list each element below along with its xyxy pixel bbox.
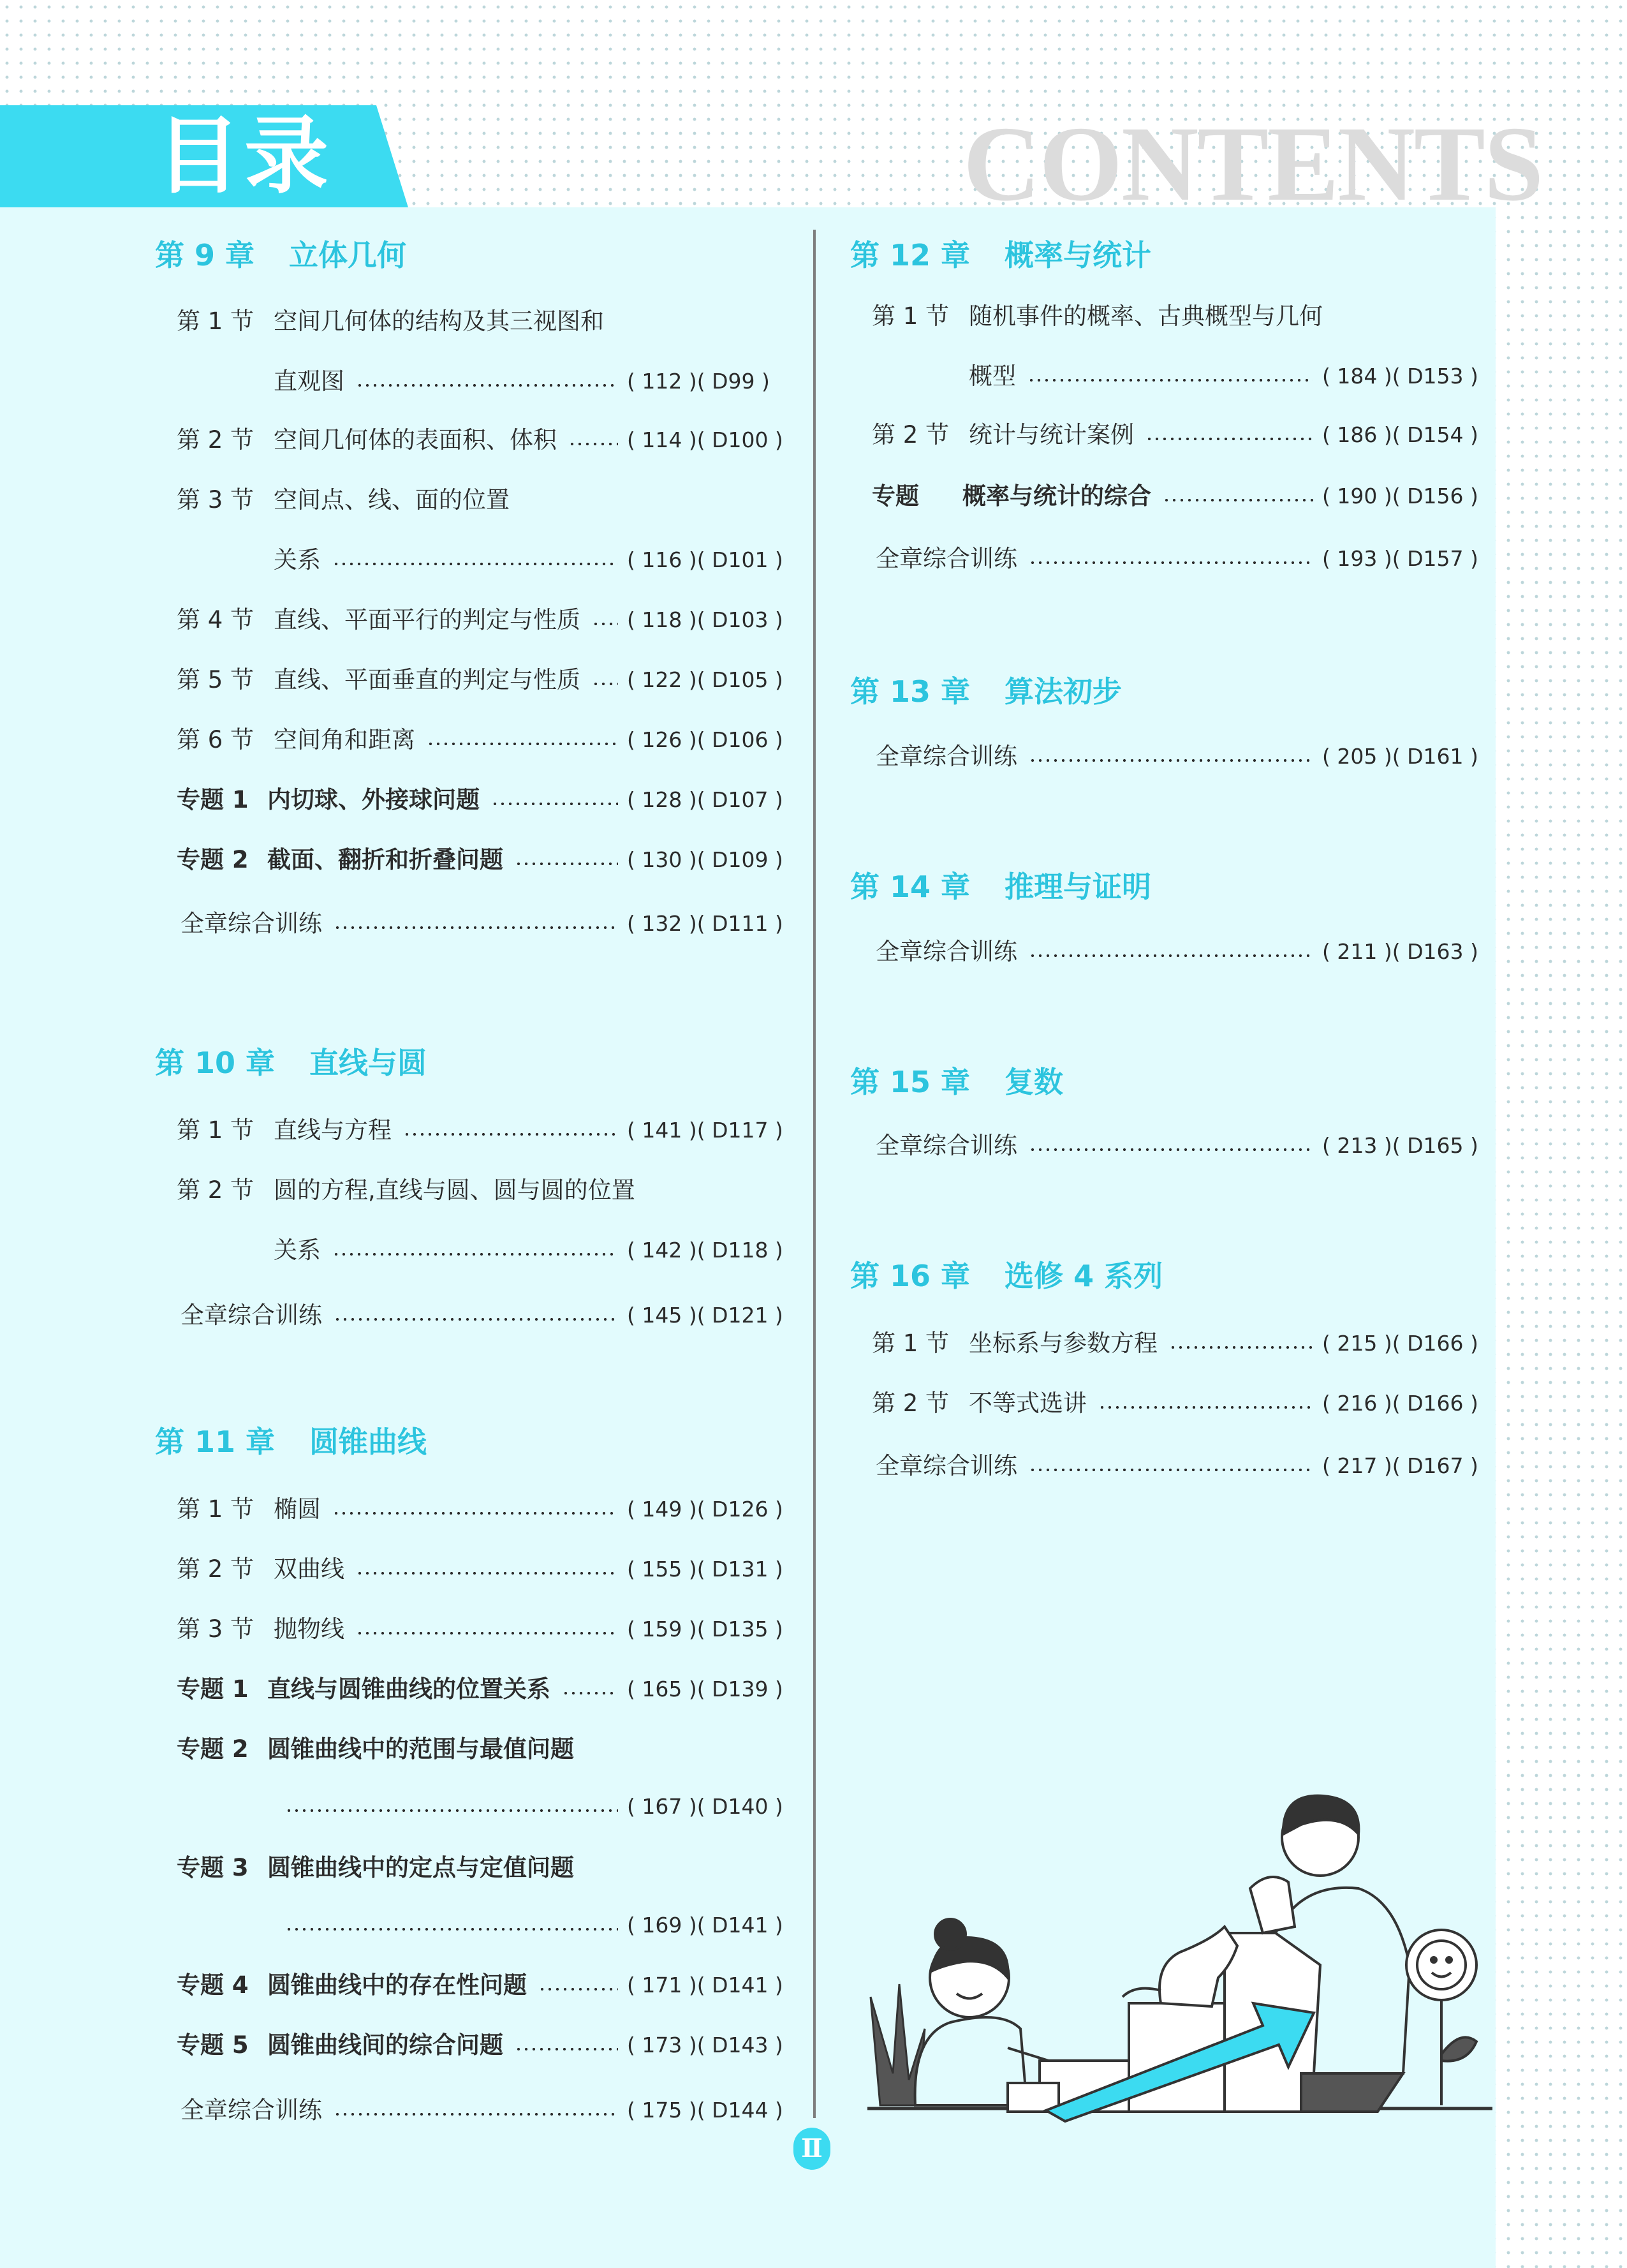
toc-entry[interactable] [876, 1449, 1478, 1483]
chapter-number: 第 14 章 [850, 870, 971, 904]
entry-title: 全章综合训练 [876, 938, 1017, 965]
entry-title: 概率与统计的综合 [962, 482, 1151, 510]
entry-title: 空间角和距离 [274, 726, 415, 753]
toc-entry[interactable] [177, 484, 774, 517]
toc-entry[interactable] [177, 783, 783, 817]
dot-leader [427, 742, 618, 746]
toc-entry[interactable] [872, 300, 1469, 333]
dot-leader [1027, 378, 1313, 382]
toc-entry[interactable] [177, 2029, 783, 2062]
chapter-number: 第 10 章 [155, 1046, 276, 1080]
page-reference: ( 132 )( D111 ) [627, 911, 783, 936]
dot-leader [1029, 1148, 1313, 1152]
page-reference: ( 165 )( D139 ) [627, 1677, 783, 1701]
section-label: 第 5 节 [177, 666, 254, 693]
page-reference: ( 159 )( D135 ) [627, 1617, 783, 1642]
chapter-number: 第 12 章 [850, 238, 971, 272]
entry-title: 关系 [274, 546, 321, 574]
page-reference: ( 173 )( D143 ) [627, 2033, 783, 2057]
toc-entry[interactable] [177, 604, 783, 637]
page-reference: ( 116 )( D101 ) [627, 547, 783, 572]
toc-entry[interactable] [177, 1673, 783, 1706]
dot-leader [334, 2112, 618, 2116]
entry-title: 随机事件的概率、古典概型与几何 [969, 302, 1323, 330]
dot-leader [1098, 1405, 1313, 1409]
page-reference: ( 167 )( D140 ) [627, 1794, 783, 1819]
dot-leader [592, 682, 618, 686]
page-reference: ( 216 )( D166 ) [1322, 1391, 1478, 1416]
entry-title: 统计与统计案例 [969, 421, 1134, 448]
section-label: 专题 5 [177, 2031, 249, 2059]
page-reference: ( 122 )( D105 ) [627, 667, 783, 692]
section-label: 第 3 节 [177, 1615, 254, 1643]
entry-title: 空间点、线、面的位置 [274, 486, 510, 514]
page-reference: ( 217 )( D167 ) [1322, 1453, 1478, 1478]
toc-entry[interactable] [177, 843, 783, 877]
chapter-heading[interactable] [850, 868, 1151, 906]
section-label: 专题 2 [177, 1735, 249, 1763]
toc-entry[interactable] [177, 365, 774, 398]
entry-title: 椭圆 [274, 1495, 321, 1523]
entry-title: 内切球、外接球问题 [267, 786, 480, 813]
entry-title: 抛物线 [274, 1615, 344, 1643]
chapter-heading[interactable] [155, 236, 406, 274]
section-label: 第 1 节 [177, 308, 254, 335]
toc-entry[interactable] [180, 1299, 783, 1332]
entry-title: 直线、平面垂直的判定与性质 [274, 666, 580, 693]
page-title: 目录 [156, 107, 332, 205]
entry-title: 空间几何体的表面积、体积 [274, 426, 557, 454]
toc-entry[interactable] [177, 1553, 783, 1586]
chapter-heading[interactable] [155, 1044, 427, 1082]
toc-entry[interactable] [177, 544, 783, 577]
entry-title: 概型 [969, 362, 1016, 390]
toc-entry[interactable] [177, 1114, 783, 1147]
entry-title: 关系 [274, 1236, 321, 1264]
chapter-title: 圆锥曲线 [309, 1425, 427, 1459]
toc-entry[interactable] [872, 1327, 1478, 1360]
section-label: 第 2 节 [872, 421, 950, 448]
entry-title: 全章综合训练 [180, 2096, 322, 2124]
page-reference: ( 142 )( D118 ) [627, 1238, 783, 1263]
toc-entry[interactable] [177, 1234, 783, 1267]
page-reference: ( 118 )( D103 ) [627, 607, 783, 632]
entry-title: 全章综合训练 [876, 1452, 1017, 1479]
chapter-heading[interactable] [850, 236, 1151, 274]
toc-entry[interactable] [872, 360, 1478, 393]
dot-leader [491, 802, 618, 806]
page-reference: ( 215 )( D166 ) [1322, 1331, 1478, 1356]
chapter-number: 第 13 章 [850, 674, 971, 709]
section-label: 第 2 节 [177, 1176, 254, 1204]
section-label: 第 6 节 [177, 726, 254, 753]
entry-title: 圆锥曲线中的范围与最值问题 [267, 1735, 574, 1763]
section-label: 第 1 节 [872, 302, 950, 330]
toc-entry[interactable] [180, 2094, 783, 2127]
study-illustration [855, 1774, 1499, 2131]
toc-entry[interactable] [177, 1174, 774, 1207]
page-reference: ( 171 )( D141 ) [627, 1973, 783, 1997]
dot-leader [1029, 561, 1313, 565]
section-label: 第 3 节 [177, 486, 254, 514]
chapter-title: 概率与统计 [1005, 238, 1152, 272]
entry-title: 圆锥曲线中的存在性问题 [267, 1971, 527, 1999]
page-reference: ( 190 )( D156 ) [1322, 484, 1478, 508]
dot-leader [356, 1571, 618, 1575]
flower-icon [1406, 1930, 1476, 2105]
toc-entry[interactable] [876, 935, 1478, 968]
chapter-number: 第 15 章 [850, 1065, 971, 1099]
toc-entry[interactable] [876, 542, 1478, 575]
chapter-title: 推理与证明 [1005, 870, 1152, 904]
chapter-title: 立体几何 [289, 238, 407, 272]
dot-leader [592, 622, 618, 626]
dot-leader [332, 1252, 618, 1256]
page-reference: ( 186 )( D154 ) [1322, 422, 1478, 447]
entry-title: 全章综合训练 [876, 545, 1017, 572]
page-reference: ( 175 )( D144 ) [627, 2098, 783, 2123]
page-reference: ( 184 )( D153 ) [1322, 364, 1478, 389]
entry-title: 不等式选讲 [969, 1390, 1087, 1417]
page-reference: ( 112 )( D99 ) [627, 369, 770, 394]
toc-entry[interactable] [177, 663, 783, 697]
toc-entry[interactable] [876, 1129, 1478, 1162]
toc-entry[interactable] [177, 1909, 783, 1942]
entry-title: 直线与圆锥曲线的位置关系 [267, 1675, 550, 1703]
girl-figure [915, 1919, 1059, 2105]
column-divider [813, 230, 816, 2118]
section-label: 专题 4 [177, 1971, 249, 1999]
page-reference: ( 193 )( D157 ) [1322, 546, 1478, 571]
entry-title: 全章综合训练 [876, 743, 1017, 770]
chapter-title: 选修 4 系列 [1005, 1259, 1163, 1293]
toc-entry[interactable] [876, 740, 1478, 773]
entry-title: 截面、翻折和折叠问题 [267, 846, 503, 873]
page-reference: ( 149 )( D126 ) [627, 1497, 783, 1522]
entry-title: 全章综合训练 [180, 1301, 322, 1329]
entry-title: 直线与方程 [274, 1116, 392, 1144]
toc-entry[interactable] [177, 1493, 783, 1526]
dot-leader [285, 1927, 618, 1931]
chapter-heading[interactable] [850, 1257, 1163, 1295]
entry-title: 直线、平面平行的判定与性质 [274, 606, 580, 634]
chapter-number: 第 16 章 [850, 1259, 971, 1293]
toc-entry[interactable] [177, 305, 774, 338]
toc-entry[interactable] [177, 723, 783, 757]
section-label: 专题 1 [177, 786, 249, 813]
section-label: 第 4 节 [177, 606, 254, 634]
page-number: Ⅱ [793, 2128, 830, 2170]
entry-title: 圆锥曲线中的定点与定值问题 [267, 1854, 574, 1881]
chapter-number: 第 9 章 [155, 238, 255, 272]
dot-leader [334, 1317, 618, 1321]
toc-entry[interactable] [177, 1969, 783, 2002]
section-label: 第 1 节 [872, 1330, 950, 1357]
page-reference: ( 130 )( D109 ) [627, 847, 783, 872]
toc-entry[interactable] [177, 1851, 774, 1885]
section-label: 专题 2 [177, 846, 249, 873]
page-reference: ( 141 )( D117 ) [627, 1118, 783, 1143]
dot-leader [515, 2047, 618, 2051]
toc-entry[interactable] [177, 1733, 774, 1766]
section-label: 第 2 节 [177, 426, 254, 454]
dot-leader [334, 926, 618, 930]
toc-entry[interactable] [177, 1790, 783, 1823]
chapter-title: 复数 [1005, 1065, 1064, 1099]
chapter-heading[interactable] [850, 1063, 1063, 1101]
dot-leader [562, 1691, 618, 1695]
dot-leader [1029, 954, 1313, 958]
dot-leader [1169, 1345, 1313, 1349]
dot-leader [1029, 759, 1313, 762]
dot-leader [332, 562, 618, 566]
chapter-title: 算法初步 [1005, 674, 1123, 709]
entry-title: 圆锥曲线间的综合问题 [267, 2031, 503, 2059]
section-label: 专题 3 [177, 1854, 249, 1881]
chapter-title: 直线与圆 [309, 1046, 427, 1080]
page-reference: ( 169 )( D141 ) [627, 1913, 783, 1938]
dot-leader [356, 383, 618, 387]
entry-title: 空间几何体的结构及其三视图和 [274, 308, 604, 335]
page-reference: ( 205 )( D161 ) [1322, 744, 1478, 769]
chapter-number: 第 11 章 [155, 1425, 276, 1459]
toc-entry[interactable] [872, 1387, 1478, 1420]
entry-title: 全章综合训练 [180, 910, 322, 937]
section-label: 第 2 节 [872, 1390, 950, 1417]
page-reference: ( 155 )( D131 ) [627, 1557, 783, 1582]
dot-leader [1163, 498, 1313, 502]
chapter-heading[interactable] [850, 672, 1122, 711]
entry-title: 全章综合训练 [876, 1132, 1017, 1159]
section-label: 专题 1 [177, 1675, 249, 1703]
page-reference: ( 211 )( D163 ) [1322, 939, 1478, 964]
dot-leader [1145, 437, 1313, 441]
page-reference: ( 128 )( D107 ) [627, 787, 783, 812]
section-label: 第 1 节 [177, 1116, 254, 1144]
contents-watermark: CONTENTS [963, 105, 1543, 223]
page-reference: ( 114 )( D100 ) [627, 427, 783, 452]
toc-entry[interactable] [177, 424, 783, 457]
page-reference: ( 213 )( D165 ) [1322, 1133, 1478, 1158]
entry-title: 直观图 [274, 367, 344, 395]
toc-entry[interactable] [180, 907, 783, 940]
dot-leader [1029, 1468, 1313, 1472]
dot-leader [332, 1511, 618, 1515]
section-label: 专题 [872, 482, 919, 510]
page-reference: ( 126 )( D106 ) [627, 727, 783, 752]
dot-leader [285, 1809, 618, 1812]
toc-entry[interactable] [872, 419, 1478, 452]
entry-title: 双曲线 [274, 1555, 344, 1583]
section-label: 第 2 节 [177, 1555, 254, 1583]
toc-entry[interactable] [177, 1613, 783, 1646]
dot-leader [356, 1631, 618, 1635]
dot-leader [538, 1987, 618, 1991]
section-label: 第 1 节 [177, 1495, 254, 1523]
toc-entry[interactable] [872, 480, 1478, 513]
dot-leader [515, 862, 618, 866]
dot-leader [568, 442, 618, 446]
cat-figure [1123, 1927, 1237, 2006]
entry-title: 圆的方程,直线与圆、圆与圆的位置 [274, 1176, 635, 1204]
chapter-heading[interactable] [155, 1423, 427, 1461]
entry-title: 坐标系与参数方程 [969, 1330, 1158, 1357]
page-reference: ( 145 )( D121 ) [627, 1303, 783, 1328]
dot-leader [403, 1132, 618, 1136]
